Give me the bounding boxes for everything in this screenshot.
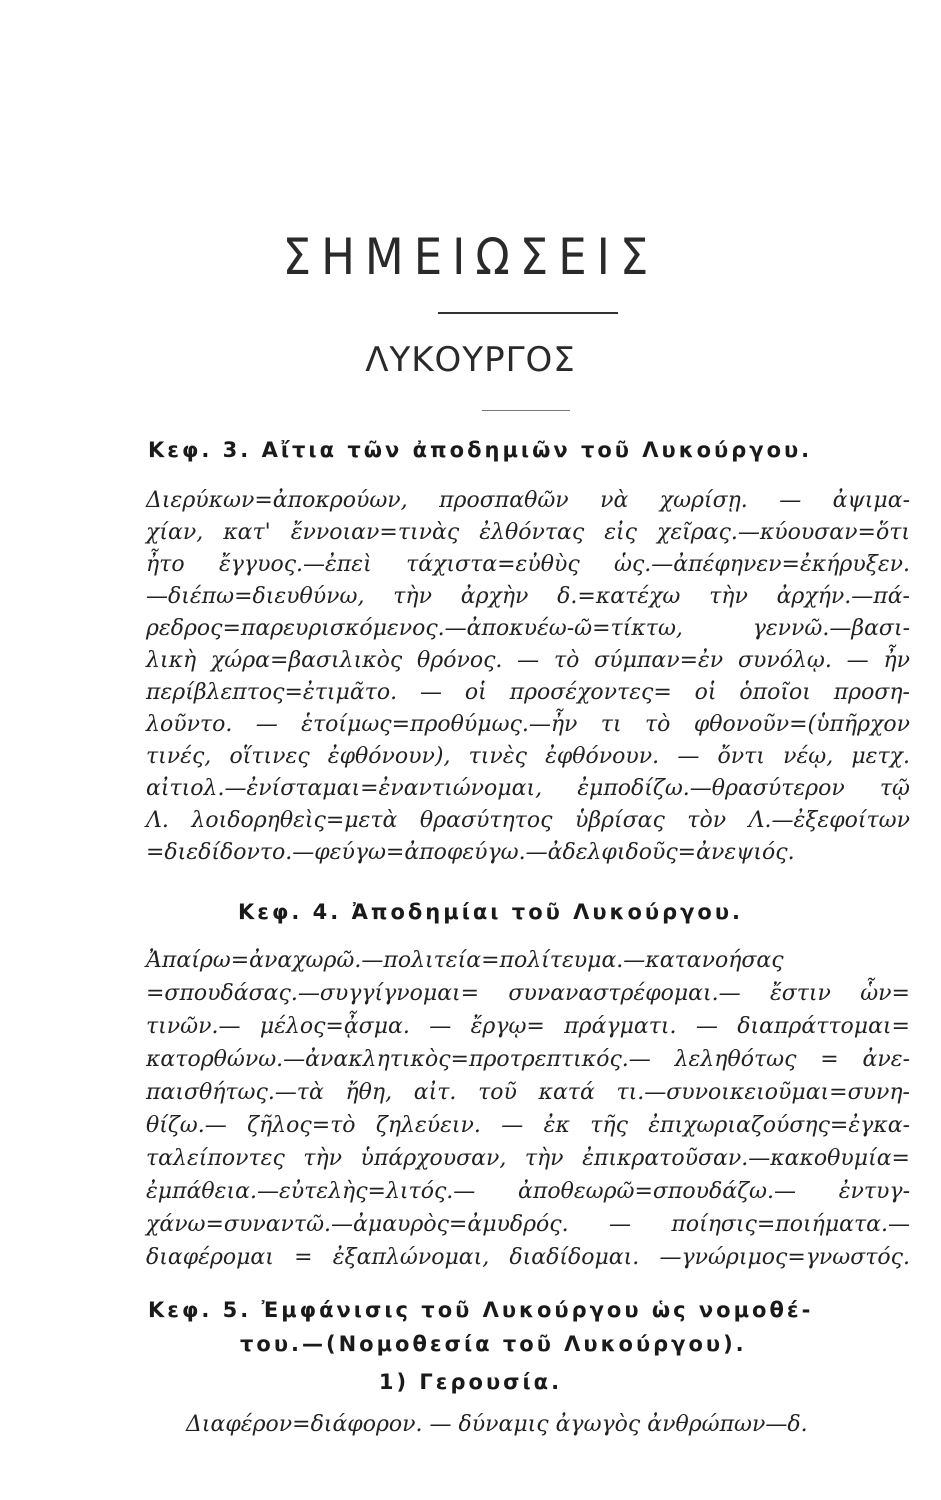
chapter-4-line: ἐμπάθεια.—εὐτελὴς=λιτός.— ἀποθεωρῶ=σπουδάζω.— ἐντυγ-: [146, 1179, 910, 1204]
title-divider: [438, 312, 618, 314]
chapter-4-line: κατορθώνω.—ἀνακλητικὸς=προτρεπτικός.— λεληθότως = ἀνε-: [146, 1047, 910, 1072]
chapter-5-line: Διαφέρον=διάφορον. — δύναμις ἀγωγὸς ἀνθρώπων—δ.: [186, 1412, 808, 1437]
chapter-4-line: διαφέρομαι = ἐξαπλώνομαι, διαδίδομαι. —γνώριμος=γνωστός.: [146, 1245, 910, 1270]
chapter-3-line: τινές, οἵτινες ἐφθόνουν), τινὲς ἐφθόνουν. — ὄντι νέῳ, μετχ.: [146, 744, 910, 769]
chapter-3-line: περίβλεπτος=ἐτιμᾶτο. — οἱ προσέχοντες= οἱ ὁποῖοι προση-: [146, 680, 910, 705]
chapter-5-heading-continued: του.—(Νομοθεσία τοῦ Λυκούργου).: [240, 1332, 747, 1356]
chapter-4-line: παισθήτως.—τὰ ἤθη, αἰτ. τοῦ κατά τι.—συνοικειοῦμαι=συνη-: [146, 1080, 910, 1105]
chapter-3-line: Διερύκων=ἀποκρούων, προσπαθῶν νὰ χωρίσῃ. — ἀψιμα-: [146, 488, 910, 513]
chapter-5-subheading: 1) Γερουσία.: [378, 1370, 563, 1394]
subtitle-divider: [482, 410, 570, 411]
chapter-4-line: Ἀπαίρω=ἀναχωρῶ.—πολιτεία=πολίτευμα.—κατανοήσας: [146, 948, 784, 973]
chapter-3-line: —διέπω=διευθύνω, τὴν ἀρχὴν δ.=κατέχω τὴν ἀρχήν.—πά-: [146, 584, 910, 609]
chapter-3-line: =διεδίδοντο.—φεύγω=ἀποφεύγω.—ἀδελφιδοῦς=ἀνεψιός.: [146, 840, 795, 865]
chapter-4-line: χάνω=συναντῶ.—ἀμαυρὸς=ἀμυδρός. — ποίησις=ποιήματα.—: [146, 1212, 910, 1237]
chapter-3-heading: Κεφ. 3. Αἴτια τῶν ἀποδημιῶν τοῦ Λυκούργου.: [148, 438, 813, 462]
chapter-4-heading: Κεφ. 4. Ἀποδημίαι τοῦ Λυκούργου.: [238, 900, 744, 924]
chapter-4-line: =σπουδάσας.—συγγίγνομαι= συναναστρέφομαι.— ἔστιν ὧν=: [146, 981, 910, 1006]
chapter-4-line: τινῶν.— μέλος=ᾆσμα. — ἔργῳ= πράγματι. — διαπράττομαι=: [146, 1014, 910, 1039]
chapter-3-line: λοῦντο. — ἑτοίμως=προθύμως.—ἦν τι τὸ φθονοῦν=(ὑπῆρχον: [146, 712, 910, 737]
chapter-3-line: ρεδρος=παρευρισκόμενος.—ἀποκυέω-ῶ=τίκτω, γεννῶ.—βασι-: [146, 616, 910, 641]
chapter-5-heading: Κεφ. 5. Ἐμφάνισις τοῦ Λυκούργου ὡς νομοθέ-: [148, 1298, 814, 1322]
page-subtitle: ΛΥΚΟΥΡΓΟΣ: [365, 340, 576, 380]
chapter-3-line: αἰτιολ.—ἐνίσταμαι=ἐναντιώνομαι, ἐμποδίζω.—θρασύτερον τῷ: [146, 776, 910, 801]
chapter-4-line: ταλείποντες τὴν ὑπάρχουσαν, τὴν ἐπικρατοῦσαν.—κακοθυμία=: [146, 1146, 910, 1171]
chapter-3-line: ἦτο ἔγγυος.—ἐπεὶ τάχιστα=εὐθὺς ὡς.—ἀπέφηνεν=ἐκήρυξεν.: [146, 552, 910, 577]
chapter-3-line: λικὴ χώρα=βασιλικὸς θρόνος. — τὸ σύμπαν=ἐν συνόλῳ. — ἦν: [146, 648, 910, 673]
chapter-3-line: Λ. λοιδορηθεὶς=μετὰ θρασύτητος ὑβρίσας τὸν Λ.—ἐξεφοίτων: [146, 808, 910, 833]
chapter-4-line: θίζω.— ζῆλος=τὸ ζηλεύειν. — ἐκ τῆς ἐπιχωριαζούσης=ἐγκα-: [146, 1113, 910, 1138]
page-title: ΣΗΜΕΙΩΣΕΙΣ: [282, 228, 659, 286]
chapter-3-line: χίαν, κατ' ἔννοιαν=τινὰς ἐλθόντας εἰς χεῖρας.—κύουσαν=ὅτι: [146, 520, 910, 545]
